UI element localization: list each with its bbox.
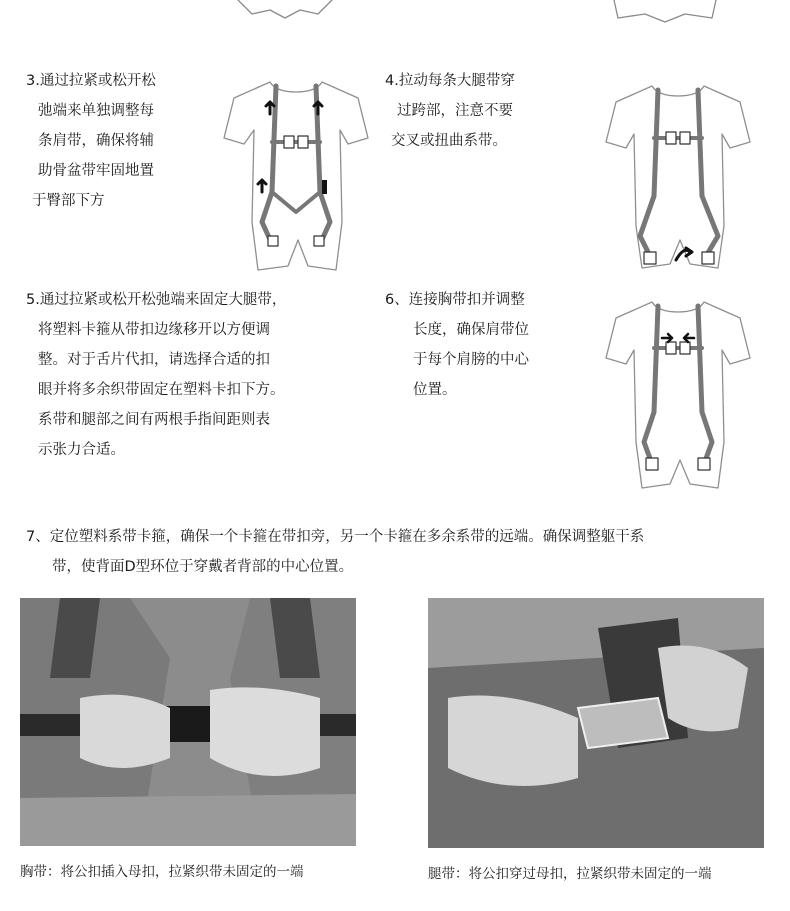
step-5-text — [26, 285, 286, 465]
step-6-line: 位置。 — [413, 382, 457, 398]
step-7-line: 带，使背面D型环位于穿戴者背部的中心位置。 — [52, 559, 354, 575]
step-5-line: 示张力合适。 — [38, 442, 125, 458]
harness-figure-step-6 — [598, 292, 758, 492]
top-figure-fragment-right — [600, 0, 730, 24]
step-6-text — [385, 285, 529, 405]
step-4-line: 交叉或扭曲系带。 — [391, 133, 507, 149]
step-3-line: 条肩带，确保将辅 — [38, 133, 154, 149]
step-7-text — [26, 522, 776, 582]
step-4-text — [385, 66, 515, 156]
leg-buckle-caption: 腿带：将公扣穿过母扣，拉紧织带未固定的一端 — [428, 866, 712, 882]
step-3-line: 助骨盆带牢固地置 — [38, 163, 154, 179]
step-4-line: 4.拉动每条大腿带穿 — [385, 73, 515, 89]
step-3-text — [26, 66, 156, 216]
chest-buckle-photo — [20, 598, 356, 846]
step-4-line: 过跨部，注意不要 — [397, 103, 513, 119]
harness-figure-step-4 — [598, 76, 758, 276]
step-6-line: 长度，确保肩带位 — [413, 322, 529, 338]
step-5-line: 系带和腿部之间有两根手指间距则表 — [38, 412, 270, 428]
step-6-line: 于每个肩膀的中心 — [413, 352, 529, 368]
step-3-line: 3.通过拉紧或松开松 — [26, 73, 156, 89]
step-5-line: 5.通过拉紧或松开松弛端来固定大腿带， — [26, 292, 287, 308]
step-5-line: 整。对于舌片代扣，请选择合适的扣 — [38, 352, 270, 368]
chest-buckle-caption: 胸带：将公扣插入母扣，拉紧织带未固定的一端 — [20, 864, 304, 880]
harness-figure-step-3 — [218, 72, 373, 272]
top-figure-fragment-left — [230, 0, 340, 22]
step-6-line: 6、连接胸带扣并调整 — [385, 292, 525, 308]
step-5-line: 眼并将多余织带固定在塑料卡扣下方。 — [38, 382, 285, 398]
step-3-line: 弛端来单独调整每 — [38, 103, 154, 119]
step-7-line: 7、定位塑料系带卡箍，确保一个卡箍在带扣旁，另一个卡箍在多余系带的远端。确保调整躯干系 — [26, 529, 645, 545]
step-3-line: 于臀部下方 — [32, 193, 105, 209]
leg-buckle-photo — [428, 598, 764, 848]
step-5-line: 将塑料卡箍从带扣边缘移开以方便调 — [38, 322, 270, 338]
